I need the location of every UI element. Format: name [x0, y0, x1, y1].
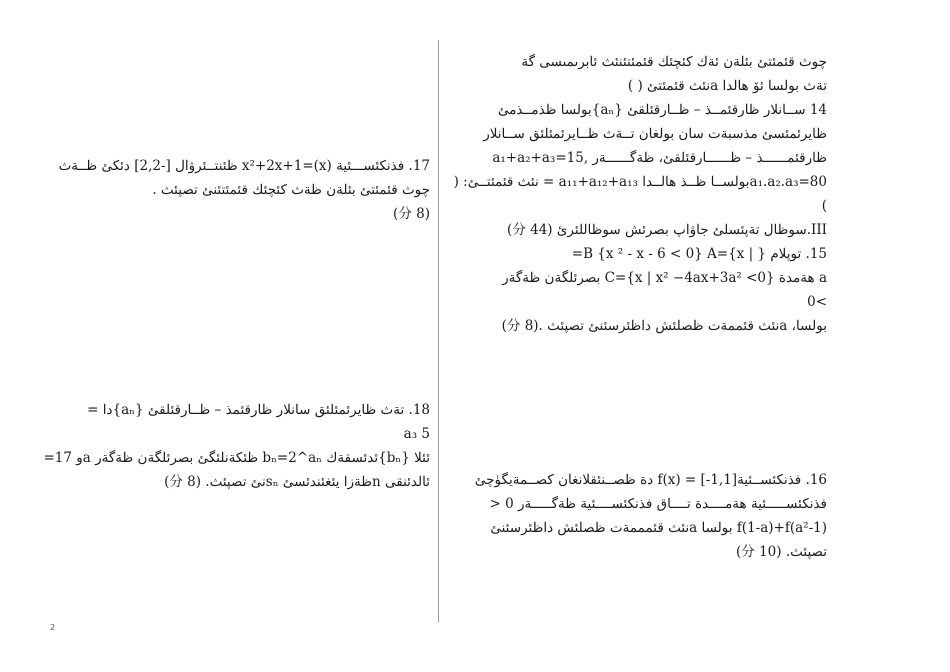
question-14-line-1: 14 ســانلار ظارقئمــذ – ظــارقئلقئ {aₙ}بولسا ظذمــذمئ — [497, 102, 827, 118]
question-16-line-4: تصپئث. (10 分) — [736, 544, 827, 560]
question-16-line-2: فذنكئســـــئية هةمــــدة تــــاق فذنكئســــئية ظةگـــــةر 0 < — [489, 496, 827, 512]
question-16-line-3: f(1-a)+f(a²-1) بولسا aنئث قئمممةت ظصلئش داظئرسئنئ — [490, 520, 827, 536]
question-17-line-2: چوث قئمئتئ بئلةن ظةث كئچئك قئمئتئنئ تصپئث . — [152, 182, 430, 198]
question-15-line-4: بولسا، aنئث قئممةت ظصلئش داظئرسئنئ تصپئث .(8 分) — [501, 318, 827, 334]
question-14-line-5: ) — [821, 198, 827, 214]
question-14-line-4: a₁.a₂.a₃=80بولســا ظــذ هالــدا a₁₁+a₁₂+a₁₃ = نئث قئمئتــئ: ( — [453, 174, 827, 190]
column-divider — [438, 40, 439, 622]
question-16-block — [447, 468, 827, 564]
question-13-line-2: تةث بولسا ئۆ هالدا aنئث قئمئتئ ( ) — [627, 78, 827, 94]
question-14-line-3: ظارقئمــــــذ – ظــــــارقئلقئ، ظةگــــــةر ,a₁+a₂+a₃=15 — [492, 150, 827, 166]
question-14-line-2: ظايرئمئسئ مذسبةت سان بولغان تــةث ظــايرئمئلئق ســانلار — [483, 126, 827, 142]
page-number: 2 — [50, 623, 56, 632]
section-iii-heading: III.سوظال تةپئسلئ جاۋاپ بصرئش سوظاللئرئ (44 分) — [507, 222, 827, 238]
question-15-line-2: a ھةمدة C={x | x² −4ax+3a² <0} بصرئلگةن ظةگةر — [502, 270, 827, 286]
question-16-line-1: 16. فذنكئســئيةf(x) = [-1,1] دة ظصــنئقلانغان كصــمةيگۈچئ — [474, 472, 827, 488]
question-13-line-1: چوث قئمئتئ بئلةن ئةك كئچئك قئمئتئنئث ئابرىمىسى گة — [521, 54, 827, 70]
question-17-line-1: 17. فذنكئســـئية (x)=x²+2x+1 ظئنتــئرۋال [-2,2] دئكئ ظــةث — [58, 158, 430, 174]
question-18-line-3: ئئلا {bₙ}ئدئسقةك bₙ=2^aₙ ظئكةنلئگئ بصرئلگةن ظةگةر aو 17= — [43, 450, 430, 466]
question-18-line-2: 5 a₃ — [403, 426, 430, 442]
question-18-line-1: 18. تةث ظايرئمئلئق سانلار ظارقئمذ – ظــارقئلقئ {aₙ}دا = — [87, 402, 430, 418]
question-18-line-4: ئالدئنقى nظةزا يئغئندئسئ sₙنئ تصپئث. (8 分) — [164, 474, 430, 490]
question-15-line-3: >0 — [807, 294, 827, 310]
question-17-block — [50, 154, 430, 226]
question-17-points: (8 分) — [393, 206, 430, 222]
question-15-line-1: 15. توپلام B {x ² - x - 6 < 0} A={x | }= — [571, 246, 827, 262]
right-column-questions — [447, 50, 827, 338]
question-18-block — [43, 398, 430, 494]
